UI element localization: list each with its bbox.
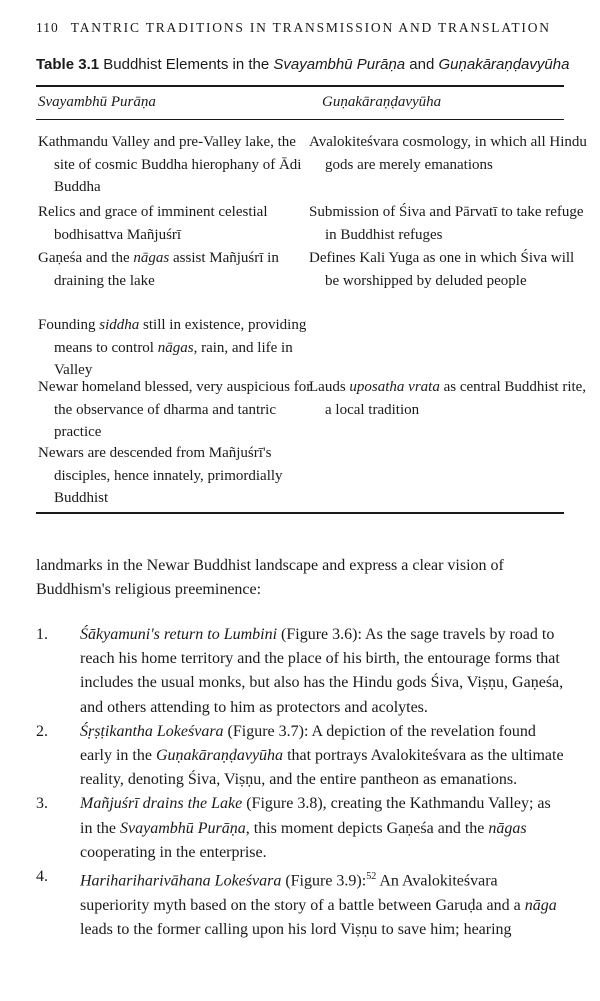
cell-text: as central Buddhist rite, a local tradition: [325, 379, 587, 418]
list-item-text: An Avalokiteśvara superiority myth based on the story of a battle between Garuḍa and a: [80, 872, 525, 914]
caption-connector: and: [405, 56, 439, 73]
column-header-right: Guṇakāraṇḍavyūha: [322, 94, 442, 110]
cell-text: assist Mañjuśrī in draining the lake: [54, 250, 279, 289]
cell-text: , rain, and life in Valley: [54, 339, 293, 378]
table-cell-left: Newars are descended from Mañjuśrī's disciples, hence innately, primordially Buddhist: [38, 445, 283, 506]
list-item-text: (Figure 3.9):: [281, 872, 367, 890]
running-head-title: TANTRIC TRADITIONS IN TRANSMISSION AND TRANSLATION: [70, 20, 551, 35]
list-item-italic: Guṇakāraṇḍavyūha: [155, 747, 284, 765]
list-item-text: leads to the former calling upon his lord Viṣṇu to save him; hearing: [80, 920, 512, 938]
cell-text: still in existence, providing means to control: [54, 317, 307, 356]
list-item-text: that portrays Avalokiteśvara as the ultimate reality, denoting Śiva, Viṣṇu, and the entire pantheon as emanations.: [80, 747, 564, 789]
list-item-italic: nāgas: [488, 819, 527, 837]
page-number: 110: [36, 20, 59, 35]
list-item-italic: nāga: [524, 896, 557, 914]
table-cell-left: Kathmandu Valley and pre-Valley lake, the site of cosmic Buddha hierophany of Ādi Buddha: [38, 134, 302, 195]
table-cell-left: Relics and grace of imminent celestial bodhisattva Mañjuśrī: [38, 204, 268, 243]
list-item-title: Śṛṣṭikantha Lokeśvara: [80, 722, 224, 740]
list-item-text: (Figure 3.6): As the sage travels by road to reach his home territory and the place of his birth, the entourage forms that includes the usual monks, but also has the Hindu gods Śiva, Viṣṇu, Gaṇeśa, and others attending to him as protectors and acolytes.: [80, 626, 564, 716]
table-cell-right: Submission of Śiva and Pārvatī to take refuge in Buddhist refuges: [309, 204, 584, 243]
table-number: Table 3.1: [36, 56, 100, 73]
footnote-marker[interactable]: 52: [366, 871, 377, 883]
list-item-text: cooperating in the enterprise.: [80, 843, 267, 861]
cell-italic: siddha: [99, 317, 140, 333]
cell-text: Lauds: [309, 379, 350, 395]
cell-italic: nāgas: [157, 339, 194, 356]
table-cell-left: Newar homeland blessed, very auspicious for the observance of dharma and tantric practice: [38, 379, 312, 440]
caption-text: Buddhist Elements in the: [103, 56, 274, 73]
list-item-title: Harihariharivāhana Lokeśvara: [80, 872, 282, 890]
table-header-rule: [36, 119, 564, 120]
cell-italic: nāgas: [133, 250, 170, 266]
list-item-text: , this moment depicts Gaṇeśa and the: [245, 819, 489, 837]
list-number: 4.: [36, 868, 48, 886]
list-item: [36, 792, 566, 865]
table-cell-left: [38, 247, 316, 292]
table-caption: [36, 56, 570, 73]
column-header-left: Svayambhū Purāṇa: [38, 94, 156, 110]
list-item-title: Mañjuśrī drains the Lake: [80, 795, 243, 813]
list-item-title: Śākyamuni's return to Lumbini: [80, 626, 278, 643]
table-top-rule: [36, 85, 564, 87]
body-paragraph: landmarks in the Newar Buddhist landscape and express a clear vision of Buddhism's religious preeminence:: [36, 557, 504, 599]
cell-text: Gaṇeśa and the: [38, 250, 134, 266]
table-cell-right: Defines Kali Yuga as one in which Śiva will be worshipped by deluded people: [309, 250, 575, 289]
numbered-list: [36, 623, 566, 942]
list-item-italic: Svayambhū Purāṇa: [120, 819, 246, 837]
list-item: [36, 623, 566, 720]
cell-text: Founding: [38, 317, 100, 333]
list-item: [36, 720, 566, 793]
list-item-text: (Figure 3.7): A depiction of the revelation found early in the: [80, 722, 536, 765]
list-number: 1.: [36, 626, 48, 643]
table-cell-left: [38, 314, 316, 382]
running-head: [36, 20, 566, 36]
list-number: 3.: [36, 795, 48, 813]
caption-title-2: Guṇakāraṇḍavyūha: [438, 56, 570, 73]
table-cell-right: [309, 376, 587, 421]
cell-italic: uposatha vrata: [349, 379, 440, 395]
list-item-text: (Figure 3.8), creating the Kathmandu Valley; as in the: [80, 795, 551, 837]
list-item: [36, 865, 566, 942]
table-bottom-rule: [36, 512, 564, 514]
caption-title-1: Svayambhū Purāṇa: [273, 56, 406, 73]
list-number: 2.: [36, 722, 48, 740]
table-cell-right: Avalokiteśvara cosmology, in which all Hindu gods are merely emanations: [309, 134, 587, 173]
